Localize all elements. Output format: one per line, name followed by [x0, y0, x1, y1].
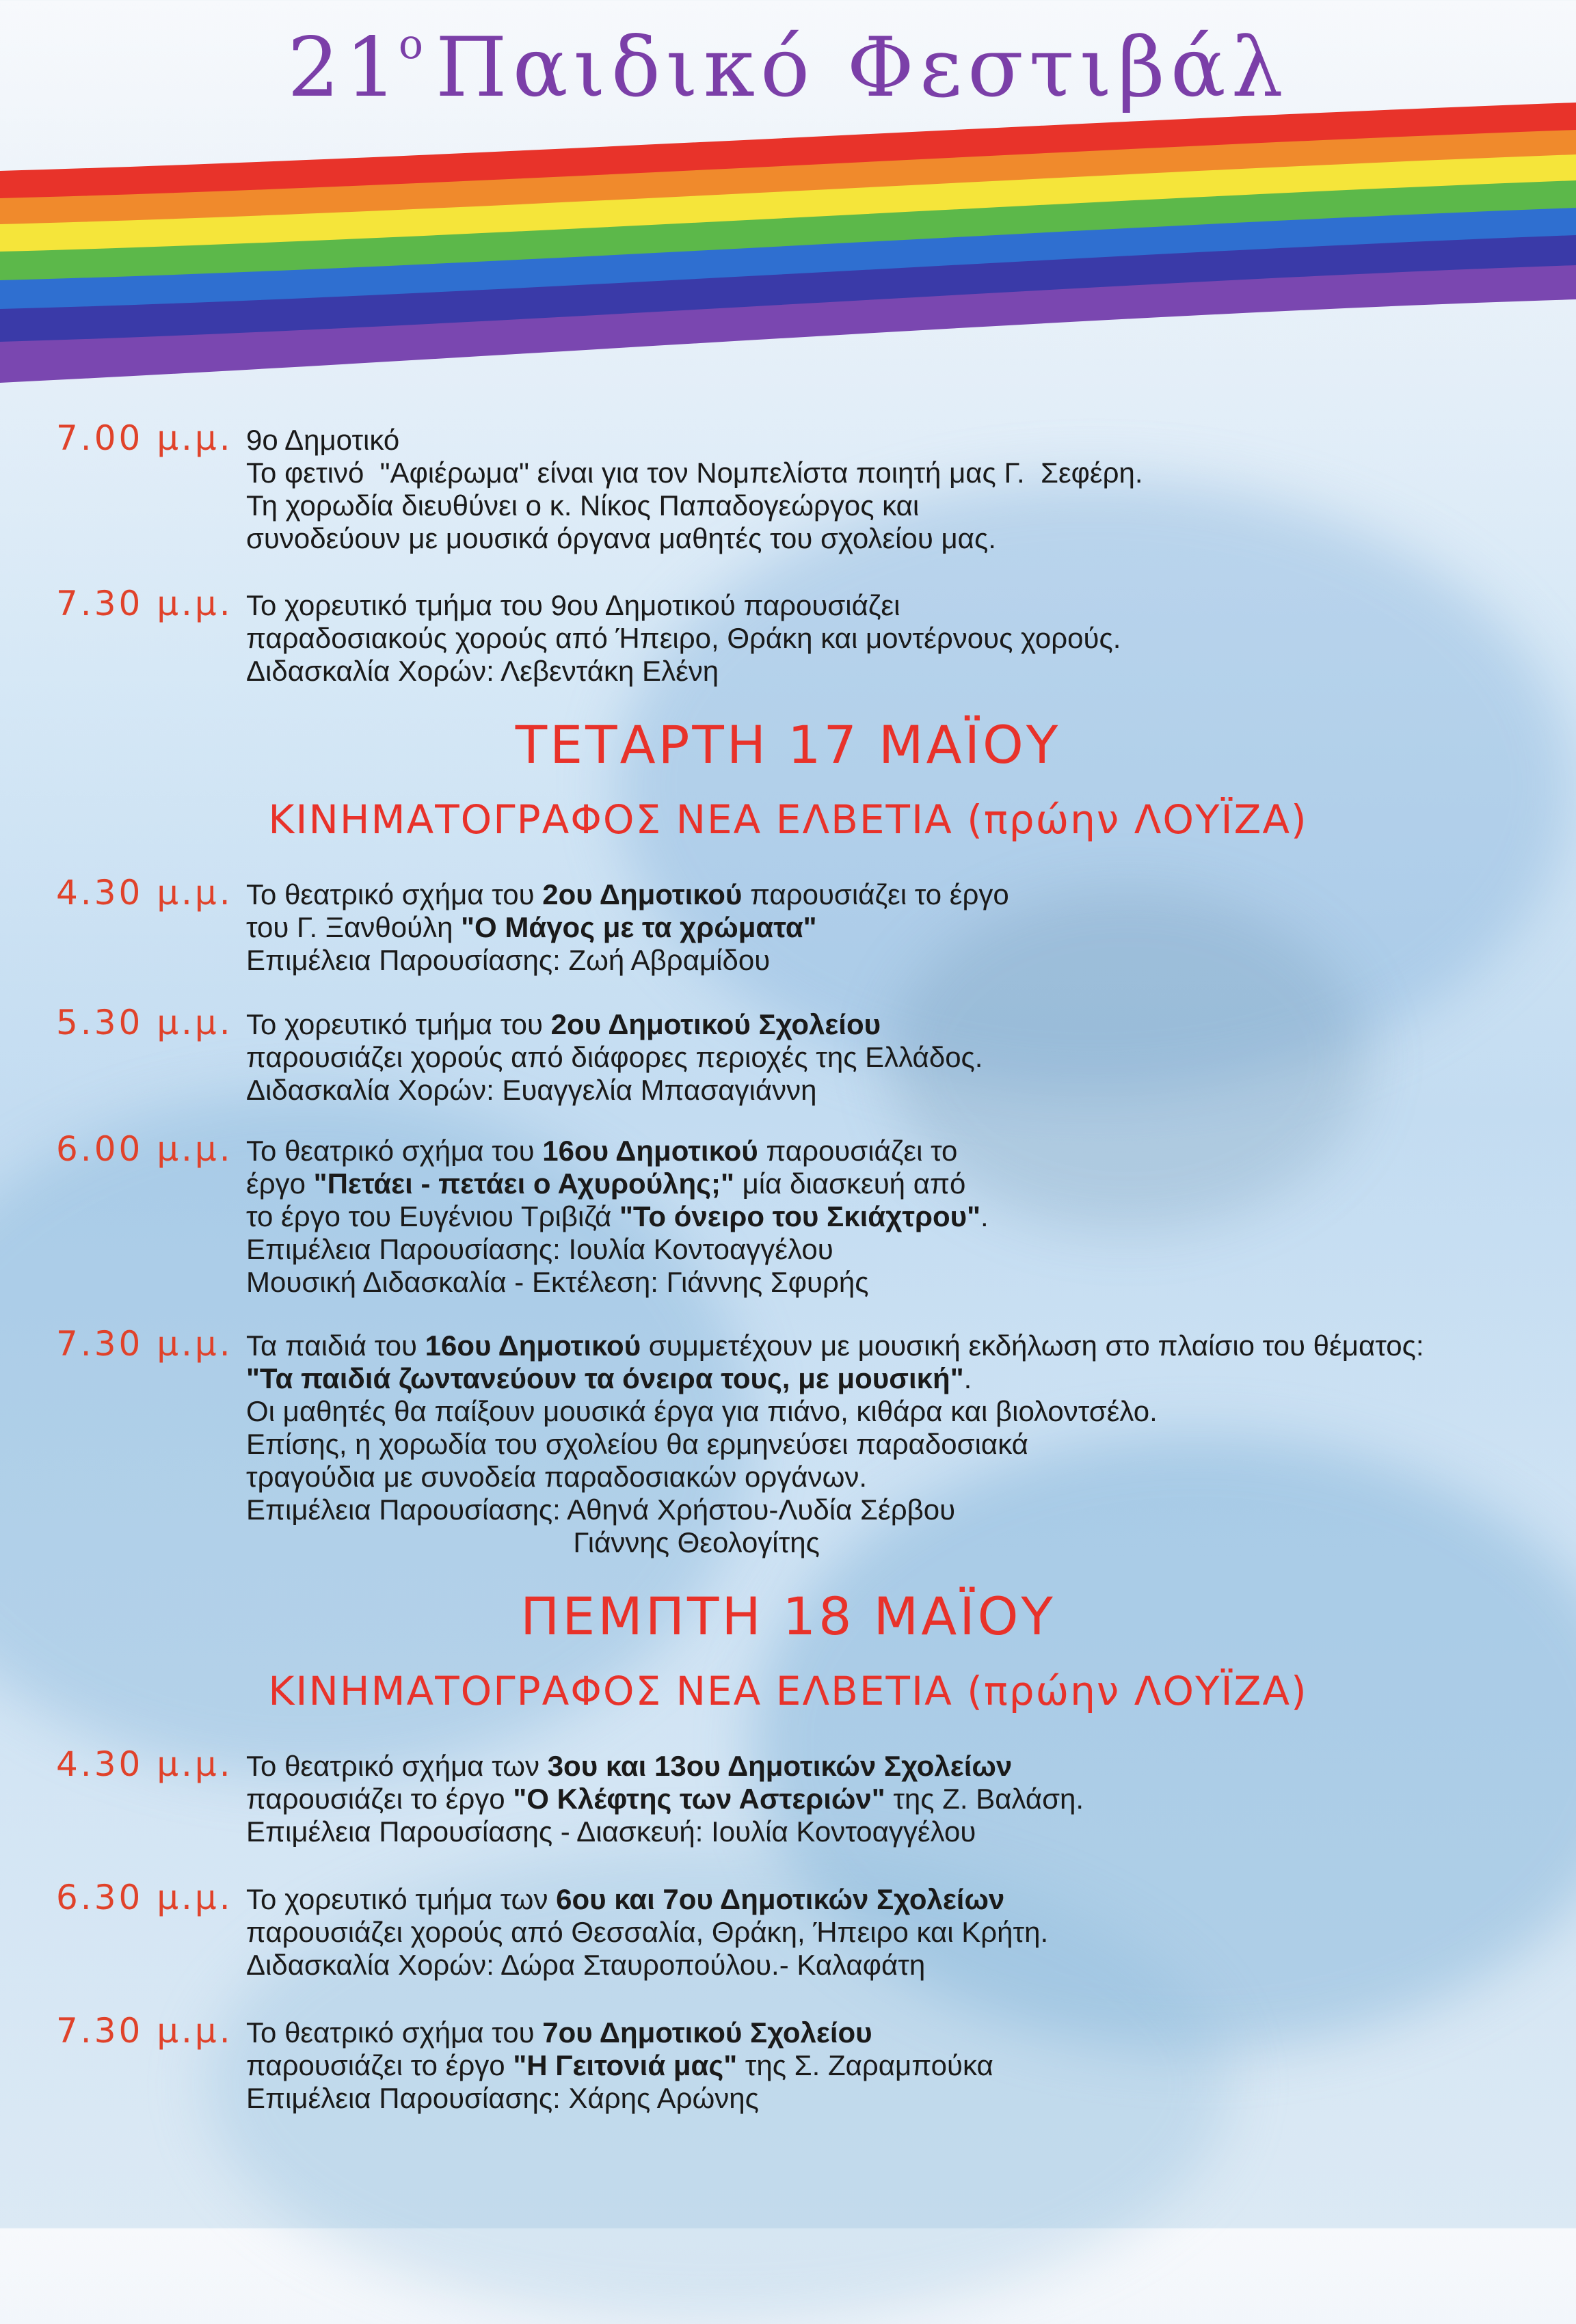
- description-line: Τα παιδιά του 16ου Δημοτικού συμμετέχουν με μουσική εκδήλωση στο πλαίσιο του θέματος:: [246, 1329, 1424, 1362]
- description-line: Επιμέλεια Παρουσίασης: Ιουλία Κοντοαγγέλου: [246, 1233, 833, 1265]
- description-line: Το θεατρικό σχήμα του 2ου Δημοτικού παρουσιάζει το έργο: [246, 878, 1009, 910]
- venue-heading: ΚΙΝΗΜΑΤΟΓΡΑΦΟΣ ΝΕΑ ΕΛΒΕΤΙΑ (πρώην ΛΟΥΪΖΑ): [268, 1668, 1308, 1714]
- description-line: παρουσιάζει το έργο "Η Γειτονιά μας" της Σ. Ζαραμπούκα: [246, 2049, 993, 2081]
- description-line: Οι μαθητές θα παίξουν μουσικά έργα για πιάνο, κιθάρα και βιολοντσέλο.: [246, 1395, 1158, 1427]
- description-line: Διδασκαλία Χορών: Ευαγγελία Μπασαγιάννη: [246, 1074, 817, 1106]
- event-description: [246, 2016, 993, 2115]
- description-line: 9ο Δημοτικό: [246, 424, 400, 456]
- description-line: Διδασκαλία Χορών: Δώρα Σταυροπούλου.- Καλαφάτη: [246, 1949, 926, 1981]
- event-time: 5.30 μ.μ.: [56, 1003, 233, 1042]
- description-line: του Γ. Ξανθούλη "Ο Μάγος με τα χρώματα": [246, 911, 817, 943]
- description-line: έργο "Πετάει - πετάει ο Αχυρούλης;" μία διασκευή από: [246, 1167, 966, 1200]
- description-line: Το χορευτικό τμήμα των 6ου και 7ου Δημοτικών Σχολείων: [246, 1883, 1005, 1915]
- description-line: συνοδεύουν με μουσικά όργανα μαθητές του σχολείου μας.: [246, 522, 996, 554]
- event-time: 7.00 μ.μ.: [56, 418, 233, 458]
- description-line: παρουσιάζει το έργο "Ο Κλέφτης των Αστεριών" της Ζ. Βαλάση.: [246, 1783, 1084, 1815]
- event-description: [246, 1883, 1048, 1982]
- page-title: $21^o\Pi\alpha\iota\delta\iota\kappa ό$ Φεστιβάλ: [287, 21, 1289, 116]
- day-heading: ΠΕΜΠΤΗ 18 ΜΑΪΟΥ: [520, 1586, 1056, 1647]
- background-wash: [615, 478, 1573, 1094]
- venue-heading: ΚΙΝΗΜΑΤΟΓΡΑΦΟΣ ΝΕΑ ΕΛΒΕΤΙΑ (πρώην ΛΟΥΪΖΑ): [268, 796, 1308, 843]
- event-description: [246, 1750, 1084, 1848]
- description-line: Επιμέλεια Παρουσίασης: Ζωή Αβραμίδου: [246, 944, 771, 976]
- description-line: Επιμέλεια Παρουσίασης - Διασκευή: Ιουλία Κοντοαγγέλου: [246, 1815, 976, 1848]
- event-description: [246, 1329, 1424, 1559]
- description-line: Γιάννης Θεολογίτης: [246, 1526, 820, 1558]
- description-line: Επίσης, η χορωδία του σχολείου θα ερμηνεύσει παραδοσιακά: [246, 1428, 1028, 1460]
- event-time: 7.30 μ.μ.: [56, 584, 233, 623]
- description-line: Το θεατρικό σχήμα του 7ου Δημοτικού Σχολείου: [246, 2016, 872, 2049]
- event-time: 7.30 μ.μ.: [56, 2011, 233, 2051]
- event-time: 6.00 μ.μ.: [56, 1129, 233, 1169]
- event-description: [246, 424, 1143, 555]
- description-line: το έργο του Ευγένιου Τριβιζά "Το όνειρο του Σκιάχτρου".: [246, 1200, 989, 1232]
- description-line: Διδασκαλία Χορών: Λεβεντάκη Ελένη: [246, 655, 719, 687]
- description-line: "Τα παιδιά ζωντανεύουν τα όνειρα τους, με μουσική".: [246, 1362, 972, 1394]
- description-line: παρουσιάζει χορούς από διάφορες περιοχές της Ελλάδος.: [246, 1041, 983, 1073]
- event-time: 7.30 μ.μ.: [56, 1324, 233, 1364]
- description-line: Το φετινό "Αφιέρωμα" είναι για τον Νομπελίστα ποιητή μας Γ. Σεφέρη.: [246, 457, 1143, 489]
- description-line: Το θεατρικό σχήμα του 16ου Δημοτικού παρουσιάζει το: [246, 1135, 958, 1167]
- event-description: [246, 1008, 983, 1107]
- description-line: παραδοσιακούς χορούς από Ήπειρο, Θράκη και μοντέρνους χορούς.: [246, 622, 1121, 654]
- event-description: [246, 589, 1121, 688]
- event-time: 4.30 μ.μ.: [56, 1744, 233, 1784]
- day-heading: ΤΕΤΑΡΤΗ 17 ΜΑΪΟΥ: [515, 714, 1061, 775]
- description-line: παρουσιάζει χορούς από Θεσσαλία, Θράκη, Ήπειρο και Κρήτη.: [246, 1916, 1049, 1948]
- description-line: Τη χορωδία διευθύνει ο κ. Νίκος Παπαδογεώργος και: [246, 489, 920, 522]
- description-line: Επιμέλεια Παρουσίασης: Αθηνά Χρήστου-Λυδία Σέρβου: [246, 1494, 956, 1526]
- event-description: [246, 878, 1009, 977]
- description-line: Το χορευτικό τμήμα του 9ου Δημοτικού παρουσιάζει: [246, 589, 900, 621]
- event-description: [246, 1135, 989, 1299]
- event-time: 6.30 μ.μ.: [56, 1878, 233, 1917]
- event-time: 4.30 μ.μ.: [56, 873, 233, 913]
- description-line: Επιμέλεια Παρουσίασης: Χάρης Αρώνης: [246, 2082, 759, 2114]
- description-line: τραγούδια με συνοδεία παραδοσιακών οργάνων.: [246, 1461, 868, 1493]
- description-line: Μουσική Διδασκαλία - Εκτέλεση: Γιάννης Σφυρής: [246, 1266, 869, 1298]
- description-line: Το χορευτικό τμήμα του 2ου Δημοτικού Σχολείου: [246, 1008, 881, 1040]
- description-line: Το θεατρικό σχήμα των 3ου και 13ου Δημοτικών Σχολείων: [246, 1750, 1013, 1782]
